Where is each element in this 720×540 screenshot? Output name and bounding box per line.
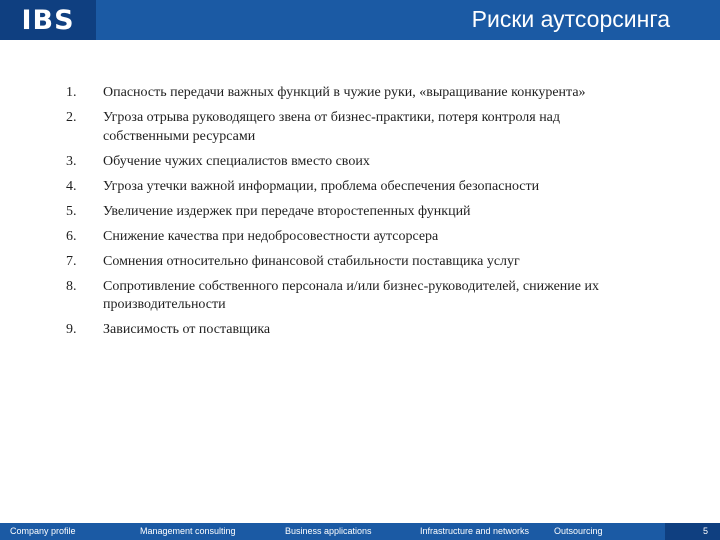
footer-link-outsourcing[interactable]: Outsourcing xyxy=(554,526,603,536)
item-number: 4. xyxy=(66,178,77,194)
item-text: Угроза утечки важной информации, проблема обеспечения безопасности xyxy=(103,178,540,194)
list-item xyxy=(0,151,720,172)
list-item xyxy=(0,201,720,222)
footer-link-company-profile[interactable]: Company profile xyxy=(10,526,76,536)
item-text: Сопротивление собственного персонала и/или бизнес-руководителей, снижение их производительности xyxy=(103,278,599,312)
item-number: 7. xyxy=(66,253,77,269)
footer-link-management-consulting[interactable]: Management consulting xyxy=(140,526,236,536)
page-number: 5 xyxy=(702,526,708,536)
list-item xyxy=(0,276,720,315)
list-item xyxy=(0,107,720,146)
item-text: Сомнения относительно финансовой стабильности поставщика услуг xyxy=(103,253,520,269)
risk-list xyxy=(0,82,720,344)
list-item xyxy=(0,319,720,340)
item-number: 2. xyxy=(66,110,77,125)
item-number: 6. xyxy=(66,228,77,244)
footer-link-business-applications[interactable]: Business applications xyxy=(285,526,372,536)
item-text: Опасность передачи важных функций в чужие руки, «выращивание конкурента» xyxy=(103,85,586,100)
list-item xyxy=(0,226,720,247)
header-bar xyxy=(0,0,720,40)
item-number: 5. xyxy=(66,203,77,219)
item-text: Обучение чужих специалистов вместо своих xyxy=(103,153,370,169)
item-number: 8. xyxy=(66,278,77,294)
item-number: 3. xyxy=(66,153,77,169)
page-number-box xyxy=(665,523,720,540)
item-text: Увеличение издержек при передаче второстепенных функций xyxy=(103,203,471,219)
item-text: Зависимость от поставщика xyxy=(103,322,271,337)
footer-link-infrastructure[interactable]: Infrastructure and networks xyxy=(420,526,530,536)
item-number: 1. xyxy=(66,85,77,100)
logo-text: IBS xyxy=(21,4,75,36)
item-text: Угроза отрыва руководящего звена от бизнес-практики, потеря контроля над собственными ресурсами xyxy=(103,110,561,144)
slide-title: Риски аутсорсинга xyxy=(471,6,670,32)
item-number: 9. xyxy=(66,322,77,337)
list-item xyxy=(0,251,720,272)
item-text: Снижение качества при недобросовестности аутсорсера xyxy=(103,228,439,244)
footer-bar xyxy=(0,523,720,540)
ibs-logo xyxy=(0,0,96,40)
list-item xyxy=(0,82,720,103)
list-item xyxy=(0,176,720,197)
